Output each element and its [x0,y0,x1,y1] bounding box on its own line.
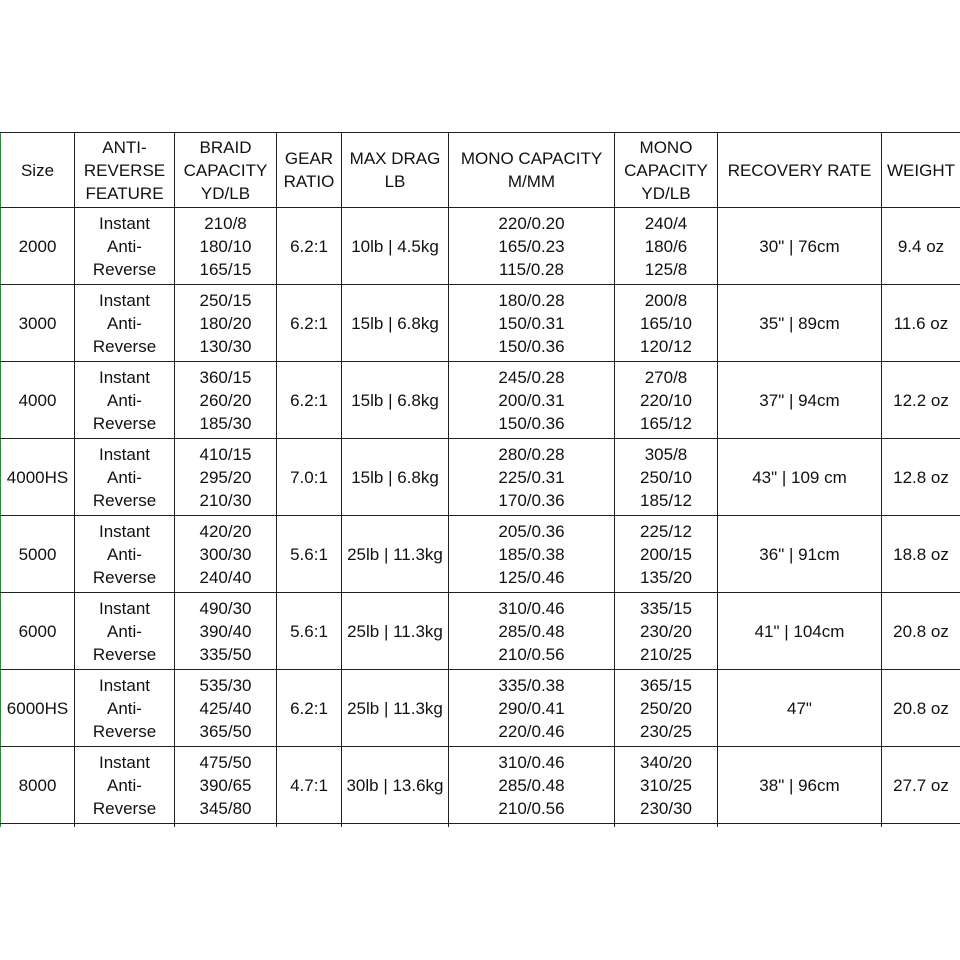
mono-capacity-yd-lb-cell [615,285,718,362]
cell-text-line: 240/40 [199,567,252,587]
cell-text: 8000 [18,775,57,795]
cell-text-line: 210/8 [204,213,247,233]
cell-text-line: 425/40 [199,698,252,718]
max-drag-cell [342,208,449,285]
size-cell [1,747,75,824]
size-cell [1,285,75,362]
mono-capacity-yd-lb-cell [615,593,718,670]
weight-cell [882,285,960,362]
cell-text: 11.6 oz [893,313,949,333]
header-text-line: BRAID [199,137,252,157]
header-text-line: FEATURE [85,183,164,203]
header-text-line: MONO CAPACITY [460,149,603,168]
cell-text-line: Reverse [92,721,157,741]
cell-text: 2000 [18,236,57,256]
cell-text-line: Anti- [107,390,142,410]
cell-text: 5.6:1 [290,544,328,564]
size-cell [1,439,75,516]
cell-text: 6000HS [6,698,69,718]
size-cell [1,362,75,439]
cell-text-line: 180/0.28 [498,290,565,310]
cell-text: 3000 [18,313,57,333]
cell-text: 9.4 oz [897,236,945,256]
cell-text: 6.2:1 [290,390,328,410]
cell-text-line: 340/20 [640,752,692,772]
anti-reverse-cell [75,747,175,824]
cell-text-line: 535/30 [199,675,252,695]
cell-text-line: 180/20 [199,313,252,333]
table-end-row [1,824,960,827]
cell-text: 25lb | 11.3kg [347,621,443,641]
mono-capacity-m-mm-cell [449,208,615,285]
braid-capacity-cell [175,516,277,593]
size-cell [1,593,75,670]
mono-capacity-m-mm-cell [449,670,615,747]
cell-text-line: 365/50 [199,721,252,741]
header-row [1,133,960,208]
cell-text-line: 475/50 [199,752,252,772]
cell-text-line: 290/0.41 [498,698,565,718]
header-anti-reverse [75,133,175,208]
braid-capacity-cell [175,670,277,747]
max-drag-cell [342,670,449,747]
cell-text: 6000 [18,621,57,641]
cell-text-line: 285/0.48 [498,775,565,795]
cell-text-line: Anti- [107,698,142,718]
cell-text-line: 205/0.36 [498,521,565,541]
cell-text-line: Reverse [92,259,157,279]
header-text-line: CAPACITY [624,160,708,180]
cell-text-line: Anti- [107,775,142,795]
cell-text-line: 165/0.23 [498,236,565,256]
cell-text: 6.2:1 [290,313,328,333]
header-mono-capacity-m-mm [449,133,615,208]
header-mono-capacity-yd-lb [615,133,718,208]
mono-capacity-yd-lb-cell [615,516,718,593]
weight-cell [882,208,960,285]
cell-text-line: 250/20 [640,698,692,718]
size-cell [1,516,75,593]
cell-text-line: 170/0.36 [498,490,565,510]
cell-text-line: Instant [98,367,151,387]
cell-text-line: 185/12 [640,490,692,510]
cell-text-line: Instant [98,752,151,772]
header-gear-ratio [277,133,342,208]
cell-text-line: 125/0.46 [498,567,565,587]
cell-text-line: 165/10 [640,313,692,333]
cell-text-line: 345/80 [199,798,252,818]
anti-reverse-cell [75,362,175,439]
header-text-line: RATIO [283,172,335,191]
header-recovery-rate [718,133,882,208]
max-drag-cell [342,362,449,439]
cell-text-line: 200/8 [644,290,688,310]
header-text-line: WEIGHT [887,160,955,180]
cell-text-line: 185/30 [199,413,252,433]
cell-text-line: 360/15 [199,367,252,387]
cell-text-line: 335/0.38 [498,675,565,695]
anti-reverse-cell [75,593,175,670]
cell-text-line: 230/20 [640,621,692,641]
gear-ratio-cell [277,439,342,516]
table-end-cell [882,824,960,827]
cell-text-line: Instant [98,675,151,695]
table-row [1,516,960,593]
header-text-line: REVERSE [83,160,166,180]
braid-capacity-cell [175,593,277,670]
cell-text-line: 115/0.28 [499,259,564,279]
header-braid-capacity [175,133,277,208]
weight-cell [882,362,960,439]
cell-text: 30lb | 13.6kg [346,775,444,795]
header-text-line: GEAR [284,149,334,168]
cell-text-line: 310/0.46 [498,598,565,618]
cell-text-line: 390/65 [199,775,252,795]
cell-text-line: 390/40 [199,621,252,641]
header-text-line: Size [20,160,55,180]
braid-capacity-cell [175,747,277,824]
recovery-rate-cell [718,516,882,593]
mono-capacity-m-mm-cell [449,516,615,593]
cell-text: 43" | 109 cm [752,467,847,487]
cell-text: 18.8 oz [893,544,949,564]
max-drag-cell [342,593,449,670]
recovery-rate-cell [718,747,882,824]
cell-text-line: Instant [98,290,151,310]
mono-capacity-m-mm-cell [449,439,615,516]
gear-ratio-cell [277,285,342,362]
cell-text-line: 120/12 [640,336,692,356]
table-row [1,208,960,285]
cell-text-line: Anti- [107,621,142,641]
header-text-line: ANTI- [102,137,147,157]
header-text-line: MONO [639,137,693,157]
cell-text-line: 220/10 [640,390,692,410]
header-size [1,133,75,208]
cell-text: 12.8 oz [893,467,949,487]
cell-text-line: 150/0.36 [498,336,565,356]
header-text-line: CAPACITY [183,160,268,180]
anti-reverse-cell [75,208,175,285]
table-header [1,133,960,208]
mono-capacity-yd-lb-cell [615,208,718,285]
table-body [1,208,960,827]
cell-text: 6.2:1 [290,698,328,718]
mono-capacity-yd-lb-cell [615,439,718,516]
cell-text: 7.0:1 [290,467,328,487]
cell-text-line: 250/15 [199,290,252,310]
max-drag-cell [342,747,449,824]
recovery-rate-cell [718,362,882,439]
cell-text-line: 280/0.28 [498,444,565,464]
cell-text: 4000 [18,390,57,410]
cell-text: 37" | 94cm [759,390,840,410]
cell-text-line: 180/10 [199,236,252,256]
cell-text-line: 210/0.56 [498,798,565,818]
recovery-rate-cell [718,208,882,285]
recovery-rate-cell [718,439,882,516]
cell-text-line: 165/12 [640,413,692,433]
weight-cell [882,593,960,670]
mono-capacity-m-mm-cell [449,362,615,439]
cell-text-line: 310/25 [640,775,692,795]
table-end-cell [1,824,75,827]
max-drag-cell [342,285,449,362]
cell-text: 6.2:1 [290,236,328,256]
gear-ratio-cell [277,208,342,285]
cell-text-line: 230/30 [640,798,692,818]
cell-text: 5000 [18,544,57,564]
header-max-drag [342,133,449,208]
cell-text-line: Anti- [107,544,142,564]
cell-text-line: 210/0.56 [498,644,565,664]
header-text-line: LB [384,172,406,191]
table-end-cell [718,824,882,827]
gear-ratio-cell [277,593,342,670]
cell-text-line: Reverse [92,336,157,356]
cell-text: 41" | 104cm [754,621,845,641]
anti-reverse-cell [75,285,175,362]
cell-text-line: Reverse [92,567,157,587]
cell-text: 10lb | 4.5kg [351,236,439,256]
cell-text: 30" | 76cm [759,236,840,256]
cell-text-line: 185/0.38 [498,544,565,564]
cell-text-line: 270/8 [644,367,688,387]
table-end-cell [449,824,615,827]
header-text-line: YD/LB [200,183,251,203]
cell-text-line: 260/20 [199,390,252,410]
cell-text-line: 335/15 [640,598,692,618]
cell-text-line: 220/0.46 [498,721,565,741]
table-row [1,439,960,516]
recovery-rate-cell [718,670,882,747]
recovery-rate-cell [718,593,882,670]
cell-text-line: 150/0.36 [498,413,565,433]
gear-ratio-cell [277,670,342,747]
gear-ratio-cell [277,362,342,439]
cell-text-line: 420/20 [199,521,252,541]
anti-reverse-cell [75,516,175,593]
cell-text: 38" | 96cm [759,775,840,795]
table-row [1,362,960,439]
cell-text-line: 165/15 [199,259,252,279]
weight-cell [882,747,960,824]
cell-text-line: 220/0.20 [498,213,565,233]
cell-text: 15lb | 6.8kg [351,390,439,410]
cell-text-line: Reverse [92,798,157,818]
header-text-line: RECOVERY RATE [727,160,872,180]
cell-text-line: 150/0.31 [498,313,565,333]
braid-capacity-cell [175,362,277,439]
weight-cell [882,439,960,516]
mono-capacity-yd-lb-cell [615,670,718,747]
cell-text: 4000HS [6,467,69,487]
table-end-cell [615,824,718,827]
braid-capacity-cell [175,208,277,285]
cell-text-line: 200/15 [640,544,692,564]
cell-text-line: Anti- [107,313,142,333]
cell-text-line: Instant [98,213,151,233]
table-row [1,285,960,362]
weight-cell [882,516,960,593]
mono-capacity-m-mm-cell [449,747,615,824]
cell-text-line: 295/20 [199,467,252,487]
braid-capacity-cell [175,439,277,516]
header-text-line: M/MM [507,172,556,191]
table-end-cell [175,824,277,827]
cell-text: 35" | 89cm [759,313,840,333]
cell-text-line: 365/15 [640,675,692,695]
reel-spec-table [0,132,960,827]
cell-text-line: 285/0.48 [498,621,565,641]
cell-text-line: 300/30 [199,544,252,564]
table-end-cell [342,824,449,827]
cell-text-line: 305/8 [644,444,688,464]
gear-ratio-cell [277,747,342,824]
braid-capacity-cell [175,285,277,362]
cell-text-line: 310/0.46 [498,752,565,772]
recovery-rate-cell [718,285,882,362]
size-cell [1,208,75,285]
header-text-line: MAX DRAG [349,149,441,168]
table-end-cell [277,824,342,827]
mono-capacity-m-mm-cell [449,593,615,670]
cell-text-line: 490/30 [199,598,252,618]
cell-text: 27.7 oz [893,775,949,795]
cell-text: 20.8 oz [893,698,949,718]
cell-text-line: 130/30 [199,336,252,356]
header-text-line: YD/LB [641,183,691,203]
cell-text-line: Instant [98,598,151,618]
size-cell [1,670,75,747]
cell-text-line: 210/30 [199,490,252,510]
header-weight [882,133,960,208]
max-drag-cell [342,439,449,516]
cell-text: 25lb | 11.3kg [347,698,443,718]
cell-text: 15lb | 6.8kg [351,313,439,333]
cell-text-line: 335/50 [199,644,252,664]
table-row [1,747,960,824]
cell-text: 25lb | 11.3kg [347,544,443,564]
cell-text-line: 180/6 [644,236,688,256]
cell-text-line: Reverse [92,413,157,433]
cell-text-line: 125/8 [644,259,688,279]
gear-ratio-cell [277,516,342,593]
cell-text-line: 225/12 [640,521,692,541]
cell-text-line: 135/20 [640,567,692,587]
cell-text-line: 210/25 [640,644,692,664]
mono-capacity-m-mm-cell [449,285,615,362]
cell-text-line: Reverse [92,490,157,510]
anti-reverse-cell [75,670,175,747]
cell-text-line: 230/25 [640,721,692,741]
cell-text-line: 240/4 [644,213,688,233]
cell-text: 47" [787,698,812,718]
cell-text-line: Instant [98,444,151,464]
cell-text-line: 200/0.31 [498,390,565,410]
cell-text-line: 225/0.31 [498,467,565,487]
anti-reverse-cell [75,439,175,516]
table-row [1,670,960,747]
cell-text-line: 245/0.28 [498,367,565,387]
max-drag-cell [342,516,449,593]
cell-text-line: 410/15 [199,444,252,464]
cell-text-line: 250/10 [640,467,692,487]
cell-text: 5.6:1 [290,621,328,641]
weight-cell [882,670,960,747]
cell-text: 4.7:1 [290,775,328,795]
mono-capacity-yd-lb-cell [615,747,718,824]
cell-text-line: Anti- [107,236,142,256]
cell-text: 15lb | 6.8kg [351,467,439,487]
cell-text-line: Reverse [92,644,157,664]
table-end-cell [75,824,175,827]
cell-text: 36" | 91cm [759,544,840,564]
table-row [1,593,960,670]
mono-capacity-yd-lb-cell [615,362,718,439]
cell-text-line: Anti- [107,467,142,487]
cell-text-line: Instant [98,521,151,541]
cell-text: 20.8 oz [893,621,949,641]
cell-text: 12.2 oz [893,390,949,410]
